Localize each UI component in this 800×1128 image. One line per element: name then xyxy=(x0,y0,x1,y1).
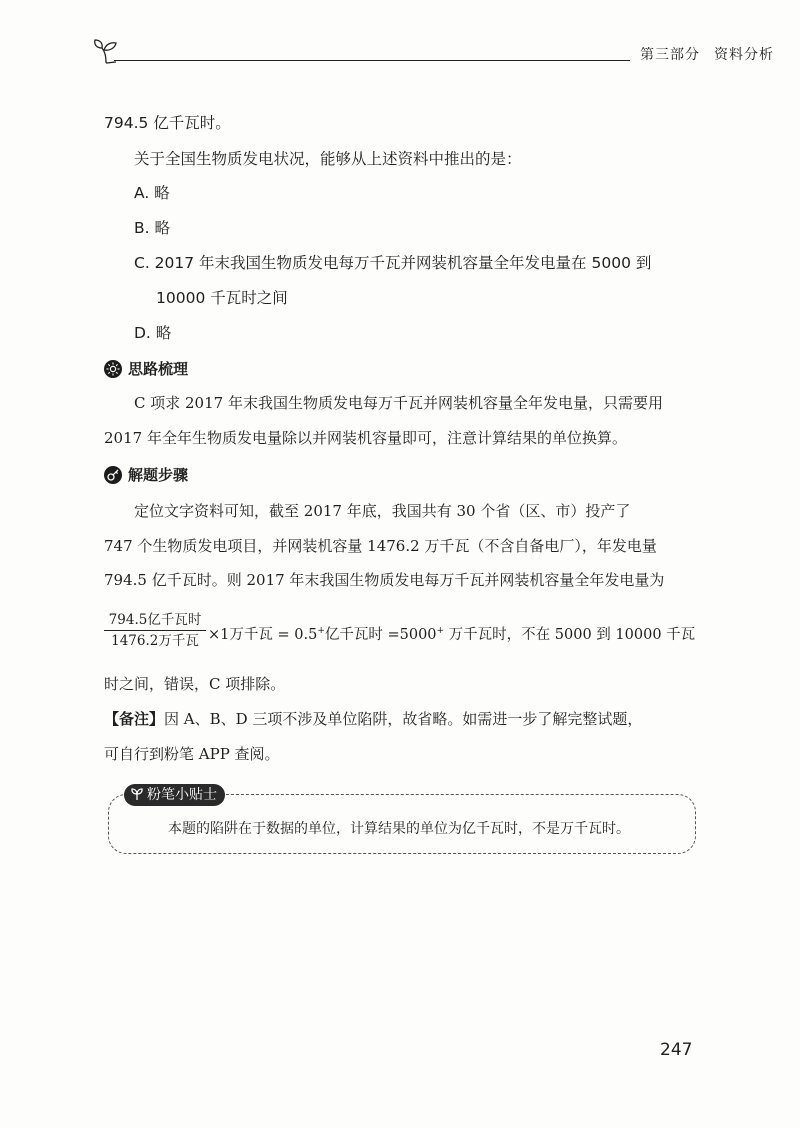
option-d: D. 略 xyxy=(134,324,172,342)
header-title xyxy=(640,44,774,64)
option-a: A. 略 xyxy=(134,184,170,202)
steps-heading xyxy=(104,464,188,486)
option-c-line1: C. 2017 年末我国生物质发电每万千瓦并网装机容量全年发电量在 5000 到 xyxy=(134,254,652,272)
note-line2: 可自行到粉笔 APP 查阅。 xyxy=(104,745,280,763)
tip-tag xyxy=(124,784,225,806)
steps-line2: 747 个生物质发电项目，并网装机容量 1476.2 万千瓦（不含自备电厂），年发电量 xyxy=(104,537,657,555)
text-line: 794.5 亿千瓦时。 xyxy=(104,114,231,132)
page-number: 247 xyxy=(660,1040,693,1060)
question-text: 关于全国生物质发电状况，能够从上述资料中推出的是： xyxy=(134,150,522,168)
fraction-denominator: 1476.2万千瓦 xyxy=(111,633,199,649)
option-c-line2: 10000 千瓦时之间 xyxy=(156,289,288,307)
steps-heading-label: 解题步骤 xyxy=(128,466,189,484)
steps-line3: 794.5 亿千瓦时。则 2017 年末我国生物质发电每万千瓦并网装机容量全年发电量为 xyxy=(104,571,665,589)
tip-tag-label: 粉笔小贴士 xyxy=(147,787,217,803)
formula xyxy=(104,611,704,651)
thinking-heading xyxy=(104,358,188,380)
fraction-bar xyxy=(104,630,206,631)
thinking-line1: C 项求 2017 年末我国生物质发电每万千瓦并网装机容量全年发电量，只需要用 xyxy=(134,394,663,412)
formula-part-c: 万千瓦时，不在 5000 到 10000 千瓦 xyxy=(444,627,696,643)
plus-superscript: + xyxy=(317,626,325,636)
header-section: 资料分析 xyxy=(714,47,774,63)
formula-part-b: 亿千瓦时 =5000 xyxy=(324,627,437,643)
steps-line5: 时之间，错误，C 项排除。 xyxy=(104,675,286,693)
header-rule xyxy=(114,60,630,61)
tip-text: 本题的陷阱在于数据的单位，计算结果的单位为亿千瓦时，不是万千瓦时。 xyxy=(168,821,630,837)
steps-line1: 定位文字资料可知，截至 2017 年底，我国共有 30 个省（区、市）投产了 xyxy=(134,502,631,520)
page-header xyxy=(92,34,774,70)
fraction-numerator: 794.5亿千瓦时 xyxy=(108,612,202,628)
note-text: 因 A、B、D 三项不涉及单位陷阱，故省略。如需进一步了解完整试题， xyxy=(164,710,643,728)
key-icon xyxy=(104,466,122,484)
thinking-line2: 2017 年全年生物质发电量除以并网装机容量即可，注意计算结果的单位换算。 xyxy=(104,429,627,447)
formula-rest xyxy=(208,620,695,646)
option-b: B. 略 xyxy=(134,219,170,237)
sprout-icon xyxy=(130,787,144,801)
fraction xyxy=(104,611,206,650)
thinking-heading-label: 思路梳理 xyxy=(128,360,189,378)
header-part: 第三部分 xyxy=(640,47,700,63)
note-label: 【备注】 xyxy=(104,710,165,728)
note-line1 xyxy=(104,708,642,730)
formula-part-a: ×1万千瓦 = 0.5 xyxy=(208,627,318,643)
sun-icon xyxy=(104,360,122,378)
plus-superscript: + xyxy=(436,626,445,636)
sprout-icon xyxy=(92,36,124,66)
